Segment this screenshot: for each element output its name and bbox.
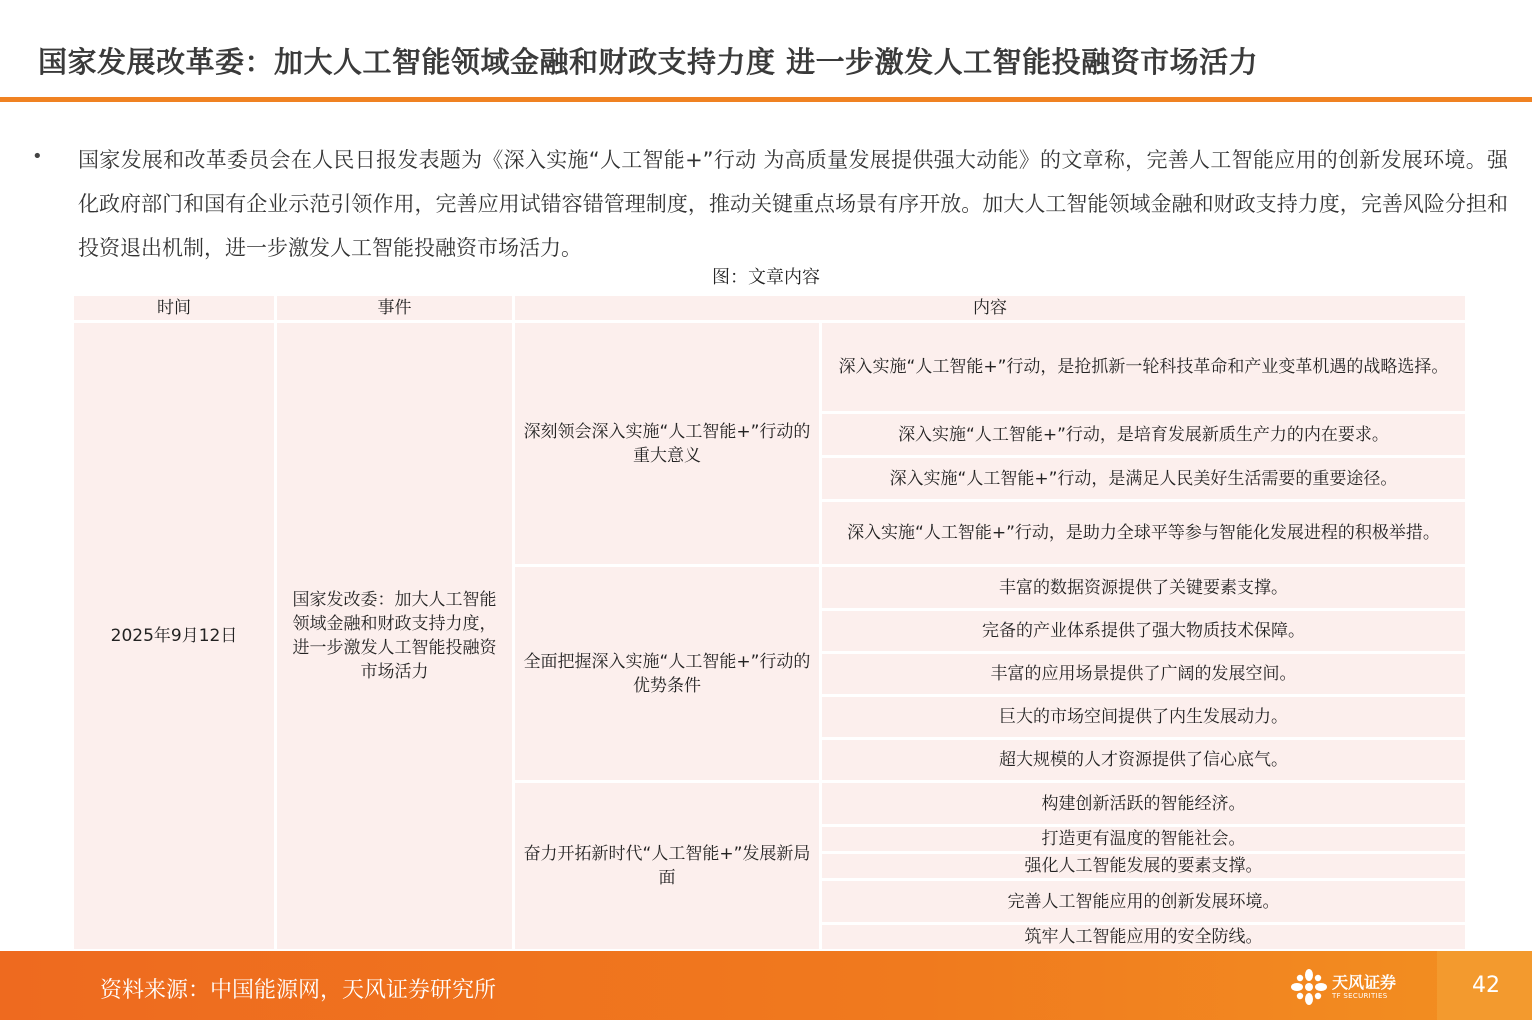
page-title: 国家发展改革委：加大人工智能领域金融和财政支持力度 进一步激发人工智能投融资市场活力	[38, 45, 1259, 79]
content-item: 构建创新活跃的智能经济。	[821, 782, 1467, 826]
footer-bar	[0, 951, 1532, 1020]
table-row	[73, 322, 1467, 413]
source-note: 资料来源：中国能源网，天风证券研究所	[100, 978, 497, 1003]
content-item: 深入实施“人工智能+”行动，是培育发展新质生产力的内在要求。	[821, 413, 1467, 457]
content-item: 深入实施“人工智能+”行动，是抢抓新一轮科技革命和产业变革机遇的战略选择。	[821, 322, 1467, 413]
content-item: 深入实施“人工智能+”行动，是满足人民美好生活需要的重要途径。	[821, 457, 1467, 501]
event-cell: 国家发改委：加大人工智能领域金融和财政支持力度，进一步激发人工智能投融资市场活力	[276, 322, 514, 951]
content-item: 筑牢人工智能应用的安全防线。	[821, 924, 1467, 951]
content-item: 强化人工智能发展的要素支撑。	[821, 853, 1467, 880]
logo-name-en: TF SECURITIES	[1332, 991, 1388, 1000]
figure-caption: 图：文章内容	[712, 267, 820, 288]
content-item: 深入实施“人工智能+”行动，是助力全球平等参与智能化发展进程的积极举措。	[821, 501, 1467, 566]
table-header-row	[73, 295, 1467, 322]
topic-cell: 全面把握深入实施“人工智能+”行动的优势条件	[514, 566, 821, 782]
header-event: 事件	[276, 295, 514, 322]
page-number: 42	[1472, 973, 1500, 998]
content-item: 完备的产业体系提供了强大物质技术保障。	[821, 610, 1467, 653]
content-item: 完善人工智能应用的创新发展环境。	[821, 880, 1467, 924]
topic-cell: 奋力开拓新时代“人工智能+”发展新局面	[514, 782, 821, 951]
header-content: 内容	[514, 295, 1467, 322]
content-item: 丰富的应用场景提供了广阔的发展空间。	[821, 653, 1467, 696]
time-cell: 2025年9月12日	[73, 322, 276, 951]
page-number-box	[1437, 951, 1532, 1020]
article-content-table	[71, 293, 1468, 952]
company-logo	[1290, 968, 1396, 1006]
content-item: 打造更有温度的智能社会。	[821, 826, 1467, 853]
logo-name-cn: 天风证券	[1332, 972, 1397, 992]
content-item: 巨大的市场空间提供了内生发展动力。	[821, 696, 1467, 739]
topic-cell: 深刻领会深入实施“人工智能+”行动的重大意义	[514, 322, 821, 566]
summary-paragraph: 国家发展和改革委员会在人民日报发表题为《深入实施“人工智能+”行动 为高质量发展提供强大动能》的文章称，完善人工智能应用的创新发展环境。强化政府部门和国有企业示范引领作用，完善应用试错容错管理制度，推动关键重点场景有序开放。加大人工智能领域金融和财政支持力度，完善风险分担和投资退出机制，进一步激发人工智能投融资市场活力。	[78, 148, 1508, 260]
content-item: 超大规模的人才资源提供了信心底气。	[821, 739, 1467, 782]
header-time: 时间	[73, 295, 276, 322]
title-divider	[0, 97, 1532, 102]
bullet-marker: •	[32, 146, 43, 167]
flower-logo-icon	[1290, 968, 1328, 1006]
content-item: 丰富的数据资源提供了关键要素支撑。	[821, 566, 1467, 610]
